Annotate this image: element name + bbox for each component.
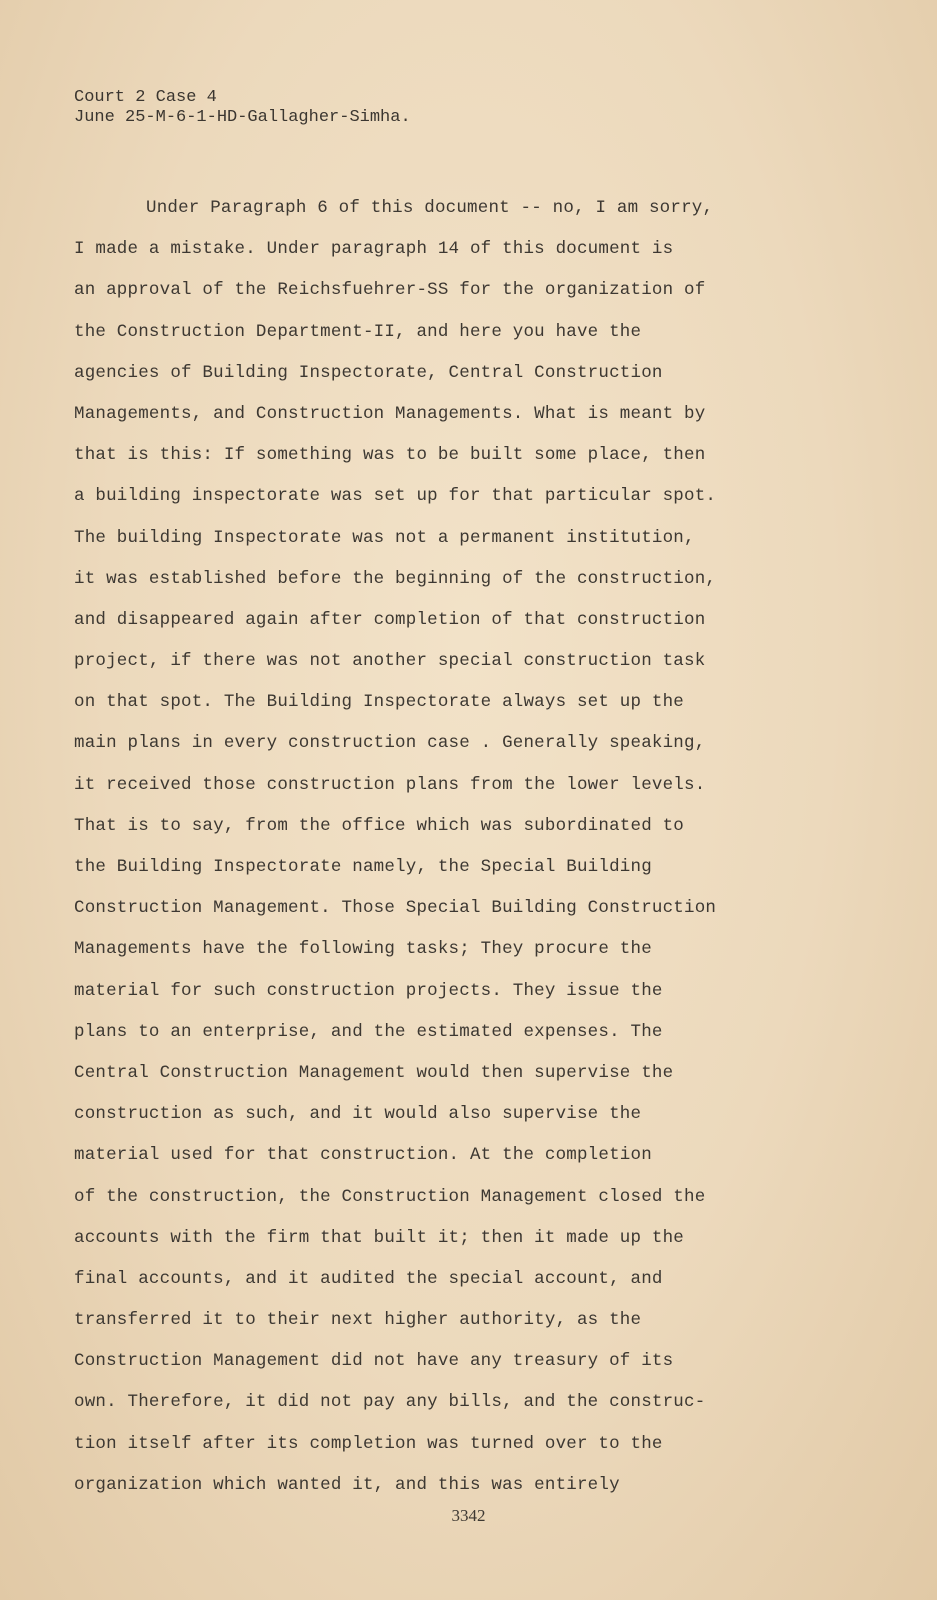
text-line: that is this: If something was to be built some place, then — [74, 445, 706, 466]
text-line: Central Construction Management would then supervise the — [74, 1062, 674, 1083]
page-number: 3342 — [451, 1506, 486, 1525]
text-line: an approval of the Reichsfuehrer-SS for the organization of — [74, 280, 706, 301]
header-session-line: June 25-M-6-1-HD-Gallagher-Simha. — [74, 108, 411, 127]
text-line: of the construction, the Construction Management closed the — [74, 1186, 706, 1207]
text-line: tion itself after its completion was turned over to the — [74, 1433, 663, 1454]
text-line: Under Paragraph 6 of this document -- no, I am sorry, — [146, 198, 714, 218]
text-line: own. Therefore, it did not pay any bills, and the construc- — [74, 1392, 706, 1413]
text-line: plans to an enterprise, and the estimated expenses. The — [74, 1021, 663, 1042]
transcript-body — [74, 188, 904, 1506]
text-line: construction as such, and it would also supervise the — [74, 1104, 642, 1125]
text-line: the Building Inspectorate namely, the Special Building — [74, 857, 652, 877]
text-line: Managements have the following tasks; They procure the — [74, 939, 652, 960]
text-line: final accounts, and it audited the special account, and — [74, 1268, 663, 1289]
text-line: it was established before the beginning of the construction, — [74, 568, 717, 589]
text-line: accounts with the firm that built it; then it made up the — [74, 1227, 684, 1248]
text-line: it received those construction plans from the lower levels. — [74, 774, 706, 795]
text-line: material used for that construction. At the completion — [74, 1145, 652, 1166]
case-header — [74, 88, 411, 128]
text-line: on that spot. The Building Inspectorate always set up the — [74, 692, 684, 713]
text-line: transferred it to their next higher authority, as the — [74, 1310, 642, 1331]
text-line: The building Inspectorate was not a permanent institution, — [74, 527, 695, 548]
text-line: Managements, and Construction Managements. What is meant by — [74, 403, 706, 424]
text-line: and disappeared again after completion of that construction — [74, 609, 706, 630]
text-line: agencies of Building Inspectorate, Central Construction — [74, 362, 663, 383]
text-line: I made a mistake. Under paragraph 14 of this document is — [74, 239, 674, 260]
text-line: the Construction Department-II, and here you have the — [74, 321, 642, 342]
text-line: material for such construction projects. They issue the — [74, 980, 663, 1001]
text-line: main plans in every construction case . Generally speaking, — [74, 733, 706, 754]
text-line: a building inspectorate was set up for that particular spot. — [74, 486, 717, 507]
header-court-case: Court 2 Case 4 — [74, 88, 217, 107]
text-line: organization which wanted it, and this was entirely — [74, 1474, 620, 1495]
text-line: project, if there was not another special construction task — [74, 651, 706, 672]
text-line: That is to say, from the office which was subordinated to — [74, 815, 684, 836]
text-line: Construction Management did not have any treasury of its — [74, 1351, 674, 1372]
text-line: Construction Management. Those Special Building Construction — [74, 898, 717, 919]
